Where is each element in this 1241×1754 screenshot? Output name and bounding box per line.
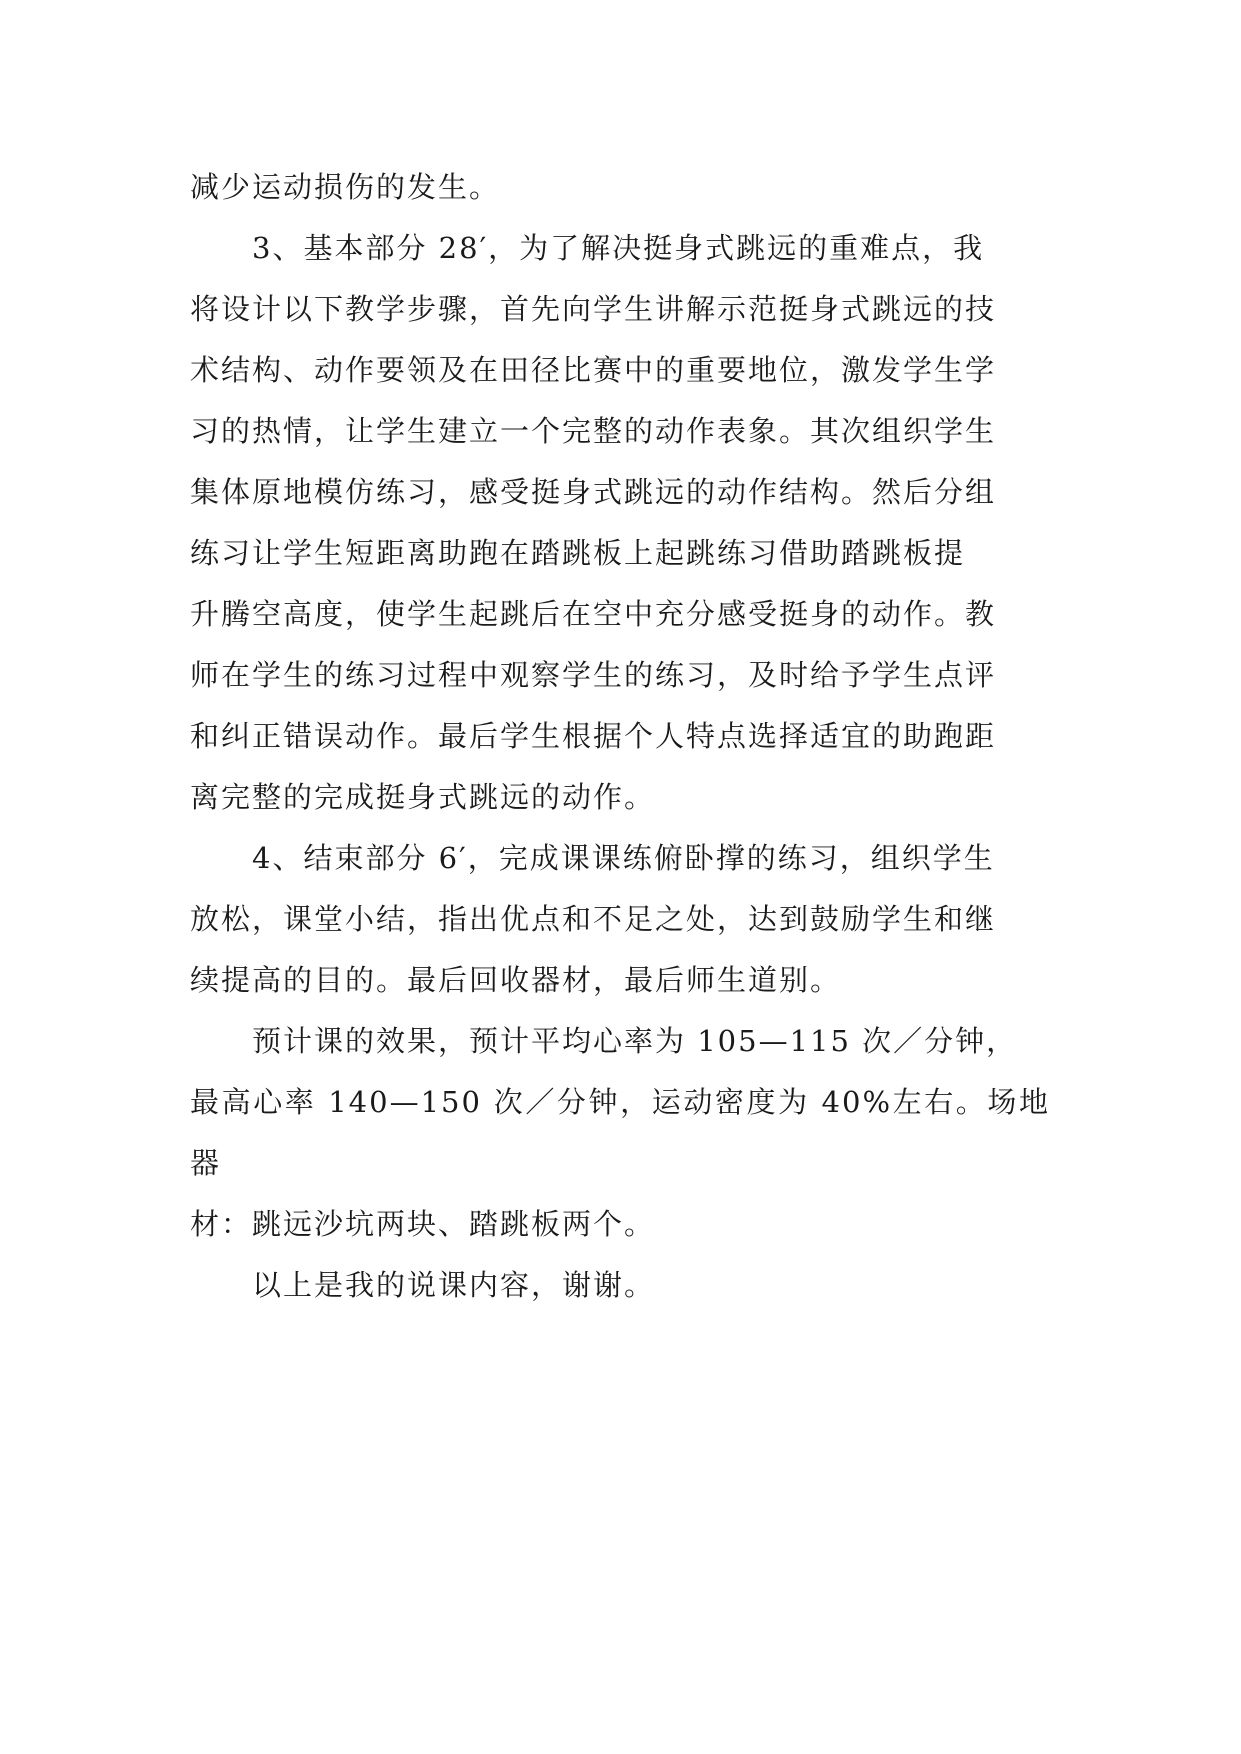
paragraph-continuation: 减少运动损伤的发生。: [190, 170, 501, 204]
paragraph-ending-section: 4、结束部分 6′，完成课课练俯卧撑的练习，组织学生 放松，课堂小结，指出优点和不足之处，达到鼓励学生和继 续提高的目的。最后回收器材，最后师生道别。: [190, 841, 997, 997]
paragraph-closing: 以上是我的说课内容，谢谢。: [252, 1268, 656, 1302]
paragraph-expected-effect: 预计课的效果，预计平均心率为 105—115 次／分钟， 最高心率 140—150 次／分钟，运动密度为 40%左右。场地器 材：跳远沙坑两块、踏跳板两个。: [190, 1024, 1050, 1241]
document-body: [190, 157, 1050, 1316]
paragraph-basic-section: 3、基本部分 28′，为了解决挺身式跳远的重难点，我 将设计以下教学步骤，首先向学生讲解示范挺身式跳远的技 术结构、动作要领及在田径比赛中的重要地位，激发学生学 习的热情，让学生建立一个完整的动作表象。其次组织学生 集体原地模仿练习，感受挺身式跳远的动作结构。然后分组 练习让学生短距离助跑在踏跳板上起跳练习借助踏跳板提 升腾空高度，使学生起跳后在空中充分感受挺身的动作。教 师在学生的练习过程中观察学生的练习，及时给予学生点评 和纠正错误动作。最后学生根据个人特点选择适宜的助跑距 离完整的完成挺身式跳远的动作。: [190, 231, 997, 814]
